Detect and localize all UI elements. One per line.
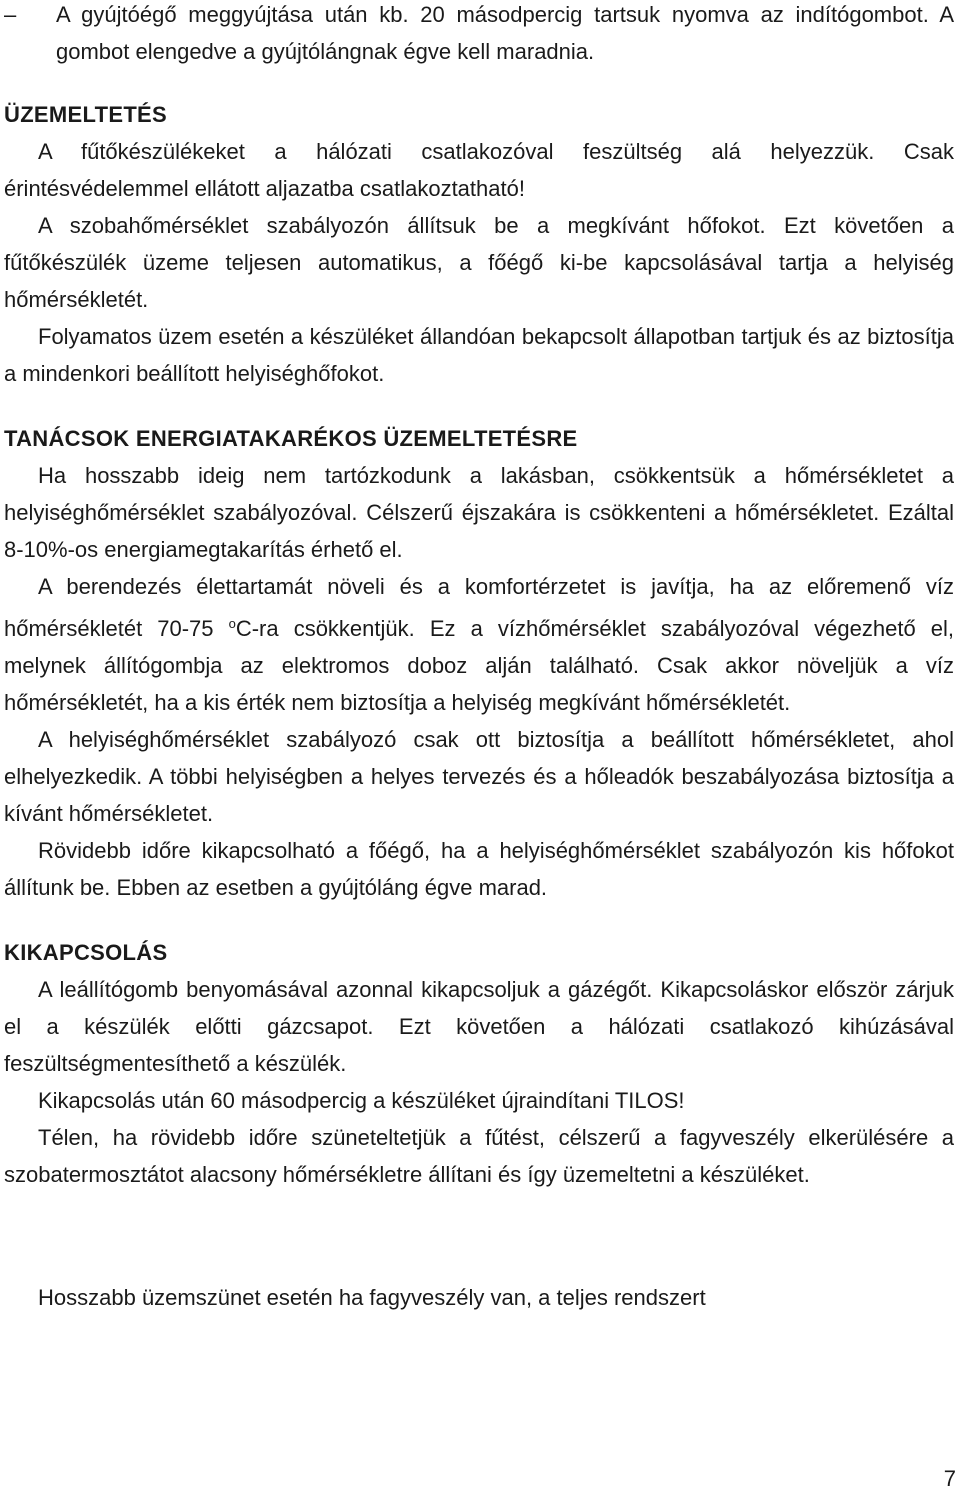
section-heading-kikapcsolas: KIKAPCSOLÁS [4,940,168,965]
section-uzemeltetes [4,96,954,392]
paragraph: A fűtőkészülékeket a hálózati csatlakozóval feszültség alá helyezzük. Csak érintésvédelemmel ellátott aljazatba csatlakoztatható! [4,139,954,201]
section-tanacsok [4,420,954,906]
text-fragment: A berendezés élettartamát növeli és a komfortérzetet is javítja, ha az előremenő víz hőmérsékletét 70-75 [4,574,954,641]
paragraph: Folyamatos üzem esetén a készüléket állandóan bekapcsolt állapotban tartjuk és az biztosítja a mindenkori beállított helyiséghőfokot. [4,324,954,386]
section-kikapcsolas [4,934,954,1193]
final-line: Hosszabb üzemszünet esetén ha fagyveszély van, a teljes rendszert [38,1285,706,1310]
paragraph: A leállítógomb benyomásával azonnal kikapcsoljuk a gázégőt. Kikapcsoláskor először zárjuk el a készülék előtti gázcsapot. Ezt követően a hálózati csatlakozó kihúzásával feszültségmentesíthető a készülék. [4,977,954,1076]
page-number: 7 [943,1466,956,1491]
paragraph: Kikapcsolás után 60 másodpercig a készüléket újraindítani TILOS! [38,1088,685,1113]
intro-bullet-text: A gyújtóégő meggyújtása után kb. 20 másodpercig tartsuk nyomva az indítógombot. A gombot elengedve a gyújtólángnak égve kell maradnia. [56,2,954,64]
paragraph: A helyiséghőmérséklet szabályozó csak ott biztosítja a beállított hőmérsékletet, ahol elhelyezkedik. A többi helyiségben a helyes tervezés és a hőleadók beszabályozása biztosítja a kívánt hőmérsékletet. [4,727,954,826]
intro-bullet [4,0,954,70]
degree-sign: o [228,616,236,631]
paragraph: A szobahőmérséklet szabályozón állítsuk be a megkívánt hőfokot. Ezt követően a fűtőkészülék üzeme teljesen automatikus, a főégő ki-be kapcsolásával tartja a helyiség hőmérsékletét. [4,213,954,312]
paragraph: Rövidebb időre kikapcsolható a főégő, ha a helyiséghőmérséklet szabályozón kis hőfokot állítunk be. Ebben az esetben a gyújtóláng égve marad. [4,838,954,900]
text-fragment: C-ra csökkentjük. Ez a vízhőmérséklet szabályozóval végezhető el, melynek állítógombja az elektromos doboz alján található. Csak akkor növeljük a víz hőmérsékletét, ha a kis érték nem biztosítja a helyiség megkívánt hőmérsékletét. [4,616,955,715]
bullet-dash: – [4,2,17,27]
paragraph: Télen, ha rövidebb időre szüneteltetjük a fűtést, célszerű a fagyveszély elkerülésére a szobatermosztátot alacsony hőmérsékletre állítani és így üzemeltetni a készüléket. [4,1125,954,1187]
document-page [4,0,954,1316]
paragraph: Ha hosszabb ideig nem tartózkodunk a lakásban, csökkentsük a hőmérsékletet a helyiséghőmérséklet szabályozóval. Célszerű éjszakára is csökkenteni a hőmérsékletet. Ezáltal 8-10%-os energiamegtakarítás érhető el. [4,463,954,562]
section-heading-uzemeltetes: ÜZEMELTETÉS [4,102,168,127]
section-heading-tanacsok: TANÁCSOK ENERGIATAKARÉKOS ÜZEMELTETÉSRE [4,426,578,451]
paragraph [4,568,954,721]
